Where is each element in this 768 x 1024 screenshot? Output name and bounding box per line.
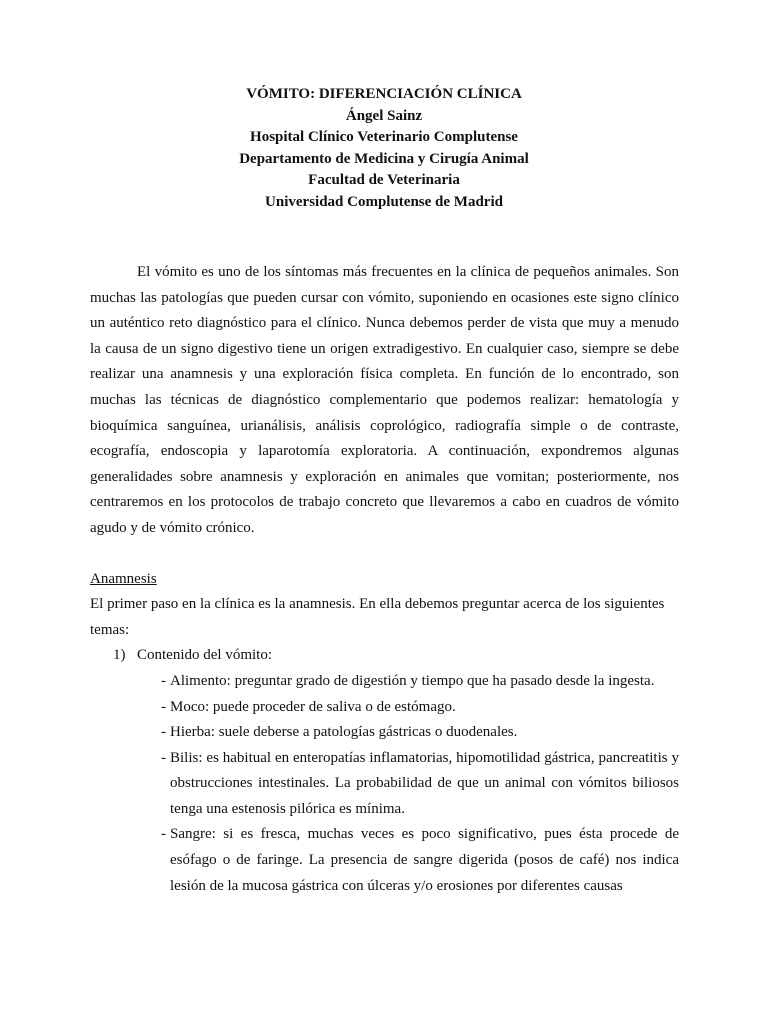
bullet-item	[90, 720, 679, 746]
bullet-item	[90, 822, 679, 899]
bullet-text: Moco: puede proceder de saliva o de estómago.	[170, 698, 456, 715]
bullet-text: Sangre: si es fresca, muchas veces es poco significativo, pues ésta procede de esófago o de faringe. La presencia de sangre digerida (posos de café) nos indica lesión de la mucosa gástrica con úlceras y/o erosiones por diferentes causas	[170, 826, 679, 894]
bullet-item	[90, 669, 679, 695]
intro-paragraph: El vómito es uno de los síntomas más frecuentes en la clínica de pequeños animales. Son muchas las patologías que pueden cursar con vómito, suponiendo en ocasiones este signo clínico un auténtico reto diagnóstico para el clínico. Nunca debemos perder de vista que muy a menudo la causa de un signo digestivo tiene un origen extradigestivo. En cualquier caso, siempre se debe realizar una anamnesis y una exploración física completa. En función de lo encontrado, son muchas las técnicas de diagnóstico complementario que podemos realizar: hematología y bioquímica sanguínea, urianálisis, análisis coprológico, radiografía simple o de contraste, ecografía, endoscopia y laparotomía exploratoria. A continuación, expondremos algunas generalidades sobre anamnesis y exploración en animales que vomitan; posteriormente, nos centraremos en los protocolos de trabajo concreto que llevaremos a cabo en cuadros de vómito agudo y de vómito crónico.	[90, 264, 679, 536]
affiliation-university: Universidad Complutense de Madrid	[265, 193, 503, 210]
bullet-dash: -	[161, 672, 166, 689]
document-title: VÓMITO: DIFERENCIACIÓN CLÍNICA	[246, 86, 522, 102]
title-block	[0, 84, 768, 213]
list-item	[113, 643, 679, 669]
bullet-text: Alimento: preguntar grado de digestión y tiempo que ha pasado desde la ingesta.	[170, 672, 655, 689]
bullet-dash: -	[161, 698, 166, 715]
affiliation-faculty: Facultad de Veterinaria	[308, 172, 460, 188]
bullet-text: Hierba: suele deberse a patologías gástricas o duodenales.	[170, 724, 518, 741]
section-heading: Anamnesis	[90, 570, 157, 587]
section-lead: El primer paso en la clínica es la anamnesis. En ella debemos preguntar acerca de los siguientes temas:	[90, 596, 665, 638]
bullet-dash: -	[161, 826, 166, 843]
bullet-item	[90, 746, 679, 823]
author-name: Ángel Sainz	[345, 107, 423, 124]
bullet-dash: -	[161, 749, 166, 766]
bullet-text: Bilis: es habitual en enteropatías inflamatorias, hipomotilidad gástrica, pancreatitis y obstrucciones intestinales. La probabilidad de que un animal con vómitos biliosos tenga una estenosis pilórica es mínima.	[170, 749, 679, 817]
affiliation-hospital: Hospital Clínico Veterinario Complutense	[250, 129, 518, 145]
bullet-item	[90, 695, 679, 721]
list-number: 1)	[113, 647, 126, 664]
bullet-dash: -	[161, 724, 166, 741]
list-item-label: Contenido del vómito:	[137, 647, 272, 664]
affiliation-department: Departamento de Medicina y Cirugía Animal	[239, 150, 529, 167]
document-body	[90, 260, 679, 899]
